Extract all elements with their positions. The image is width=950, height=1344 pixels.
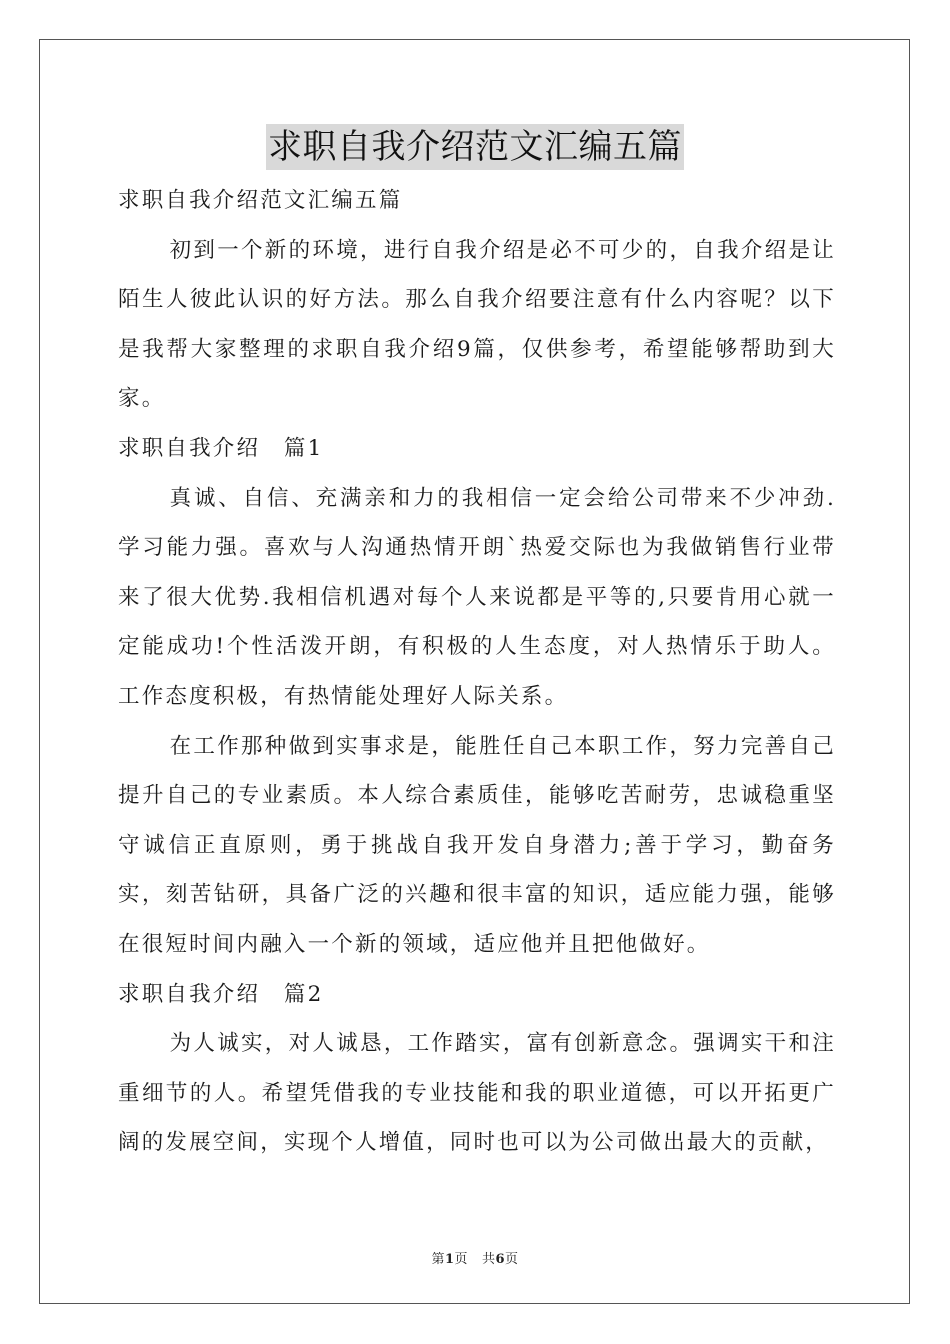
- intro-paragraph: 初到一个新的环境，进行自我介绍是必不可少的，自我介绍是让陌生人彼此认识的好方法。那么自我介绍要注意有什么内容呢？以下是我帮大家整理的求职自我介绍9篇，仅供参考，希望能够帮助到大家。: [118, 237, 836, 412]
- page-footer: [0, 1248, 950, 1267]
- document-title: 求职自我介绍范文汇编五篇: [266, 124, 684, 170]
- document-body: [118, 176, 836, 1168]
- footer-page-label: 页: [454, 1252, 469, 1267]
- footer-total-pages: 6: [495, 1252, 506, 1267]
- subtitle-line: 求职自我介绍范文汇编五篇: [118, 188, 403, 213]
- body-paragraph: 在工作那种做到实事求是，能胜任自己本职工作，努力完善自己提升自己的专业素质。本人综合素质佳，能够吃苦耐劳，忠诚稳重坚守诚信正直原则，勇于挑战自我开发自身潜力;善于学习，勤奋务实，刻苦钻研，具备广泛的兴趣和很丰富的知识，适应能力强，能够在很短时间内融入一个新的领域，适应他并且把他做好。: [118, 733, 836, 957]
- footer-current-page: 1: [444, 1252, 455, 1267]
- body-paragraph: 真诚、自信、充满亲和力的我相信一定会给公司带来不少冲劲.学习能力强。喜欢与人沟通热情开朗`热爱交际也为我做销售行业带来了很大优势.我相信机遇对每个人来说都是平等的,只要肯用心就一定能成功!个性活泼开朗，有积极的人生态度，对人热情乐于助人。工作态度积极，有热情能处理好人际关系。: [118, 485, 836, 709]
- footer-prefix: 第: [431, 1252, 445, 1267]
- title-container: [0, 124, 950, 170]
- section-heading-2: 求职自我介绍 篇2: [118, 981, 324, 1007]
- section-heading-1: 求职自我介绍 篇1: [118, 435, 324, 461]
- footer-total-suffix: 页: [505, 1252, 519, 1267]
- footer-total-prefix: 共: [481, 1252, 496, 1267]
- body-paragraph: 为人诚实，对人诚恳，工作踏实，富有创新意念。强调实干和注重细节的人。希望凭借我的专业技能和我的职业道德，可以开拓更广阔的发展空间，实现个人增值，同时也可以为公司做出最大的贡献，: [118, 1031, 836, 1156]
